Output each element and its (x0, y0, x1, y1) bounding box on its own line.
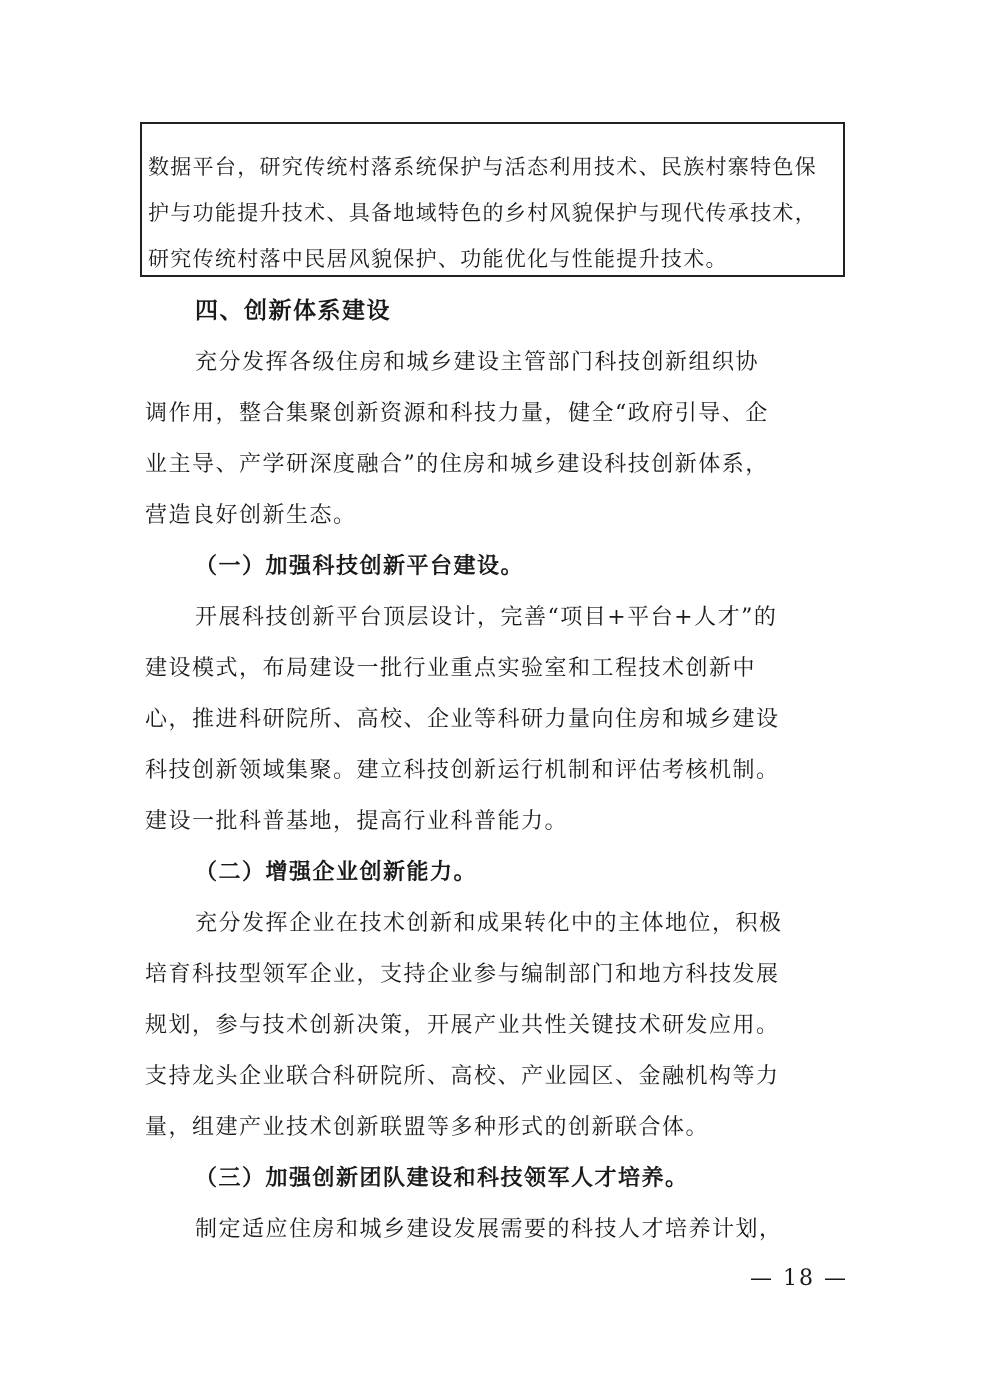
paragraph-line: 培育科技型领军企业，支持企业参与编制部门和地方科技发展 (145, 962, 780, 987)
box-line: 护与功能提升技术、具备地域特色的乡村风貌保护与现代传承技术， (148, 201, 817, 225)
document-body (145, 286, 855, 1255)
paragraph-line: 建设模式，布局建设一批行业重点实验室和工程技术创新中 (145, 656, 757, 681)
paragraph-line: 建设一批科普基地，提高行业科普能力。 (145, 809, 569, 834)
subsection-heading: （三）加强创新团队建设和科技领军人才培养。 (195, 1165, 689, 1191)
paragraph-line: 规划，参与技术创新决策，开展产业共性关键技术研发应用。 (145, 1013, 780, 1038)
paragraph-line: 支持龙头企业联合科研院所、高校、产业园区、金融机构等力 (145, 1064, 780, 1089)
box-line: 数据平台，研究传统村落系统保护与活态利用技术、民族村寨特色保 (148, 155, 817, 179)
paragraph-line: 业主导、产学研深度融合”的住房和城乡建设科技创新体系， (145, 452, 769, 477)
page-number: — 18 — (750, 1266, 848, 1291)
paragraph-line: 量，组建产业技术创新联盟等多种形式的创新联合体。 (145, 1115, 710, 1140)
paragraph-line: 调作用，整合集聚创新资源和科技力量，健全“政府引导、企 (145, 401, 769, 426)
subsection-heading: （一）加强科技创新平台建设。 (195, 553, 525, 579)
paragraph-line: 营造良好创新生态。 (145, 503, 357, 528)
paragraph-line: 科技创新领域集聚。建立科技创新运行机制和评估考核机制。 (145, 758, 780, 783)
subsection-heading: （二）增强企业创新能力。 (195, 859, 478, 885)
boxed-text-block (140, 122, 845, 277)
box-line: 研究传统村落中民居风貌保护、功能优化与性能提升技术。 (148, 247, 728, 271)
paragraph-line: 充分发挥各级住房和城乡建设主管部门科技创新组织协 (195, 350, 760, 375)
paragraph-line: 开展科技创新平台顶层设计，完善“项目+平台+人才”的 (195, 605, 778, 630)
paragraph-line: 充分发挥企业在技术创新和成果转化中的主体地位，积极 (195, 911, 783, 936)
paragraph-line: 心，推进科研院所、高校、企业等科研力量向住房和城乡建设 (145, 707, 780, 732)
section-heading: 四、创新体系建设 (195, 298, 391, 324)
paragraph-line: 制定适应住房和城乡建设发展需要的科技人才培养计划， (195, 1217, 783, 1242)
